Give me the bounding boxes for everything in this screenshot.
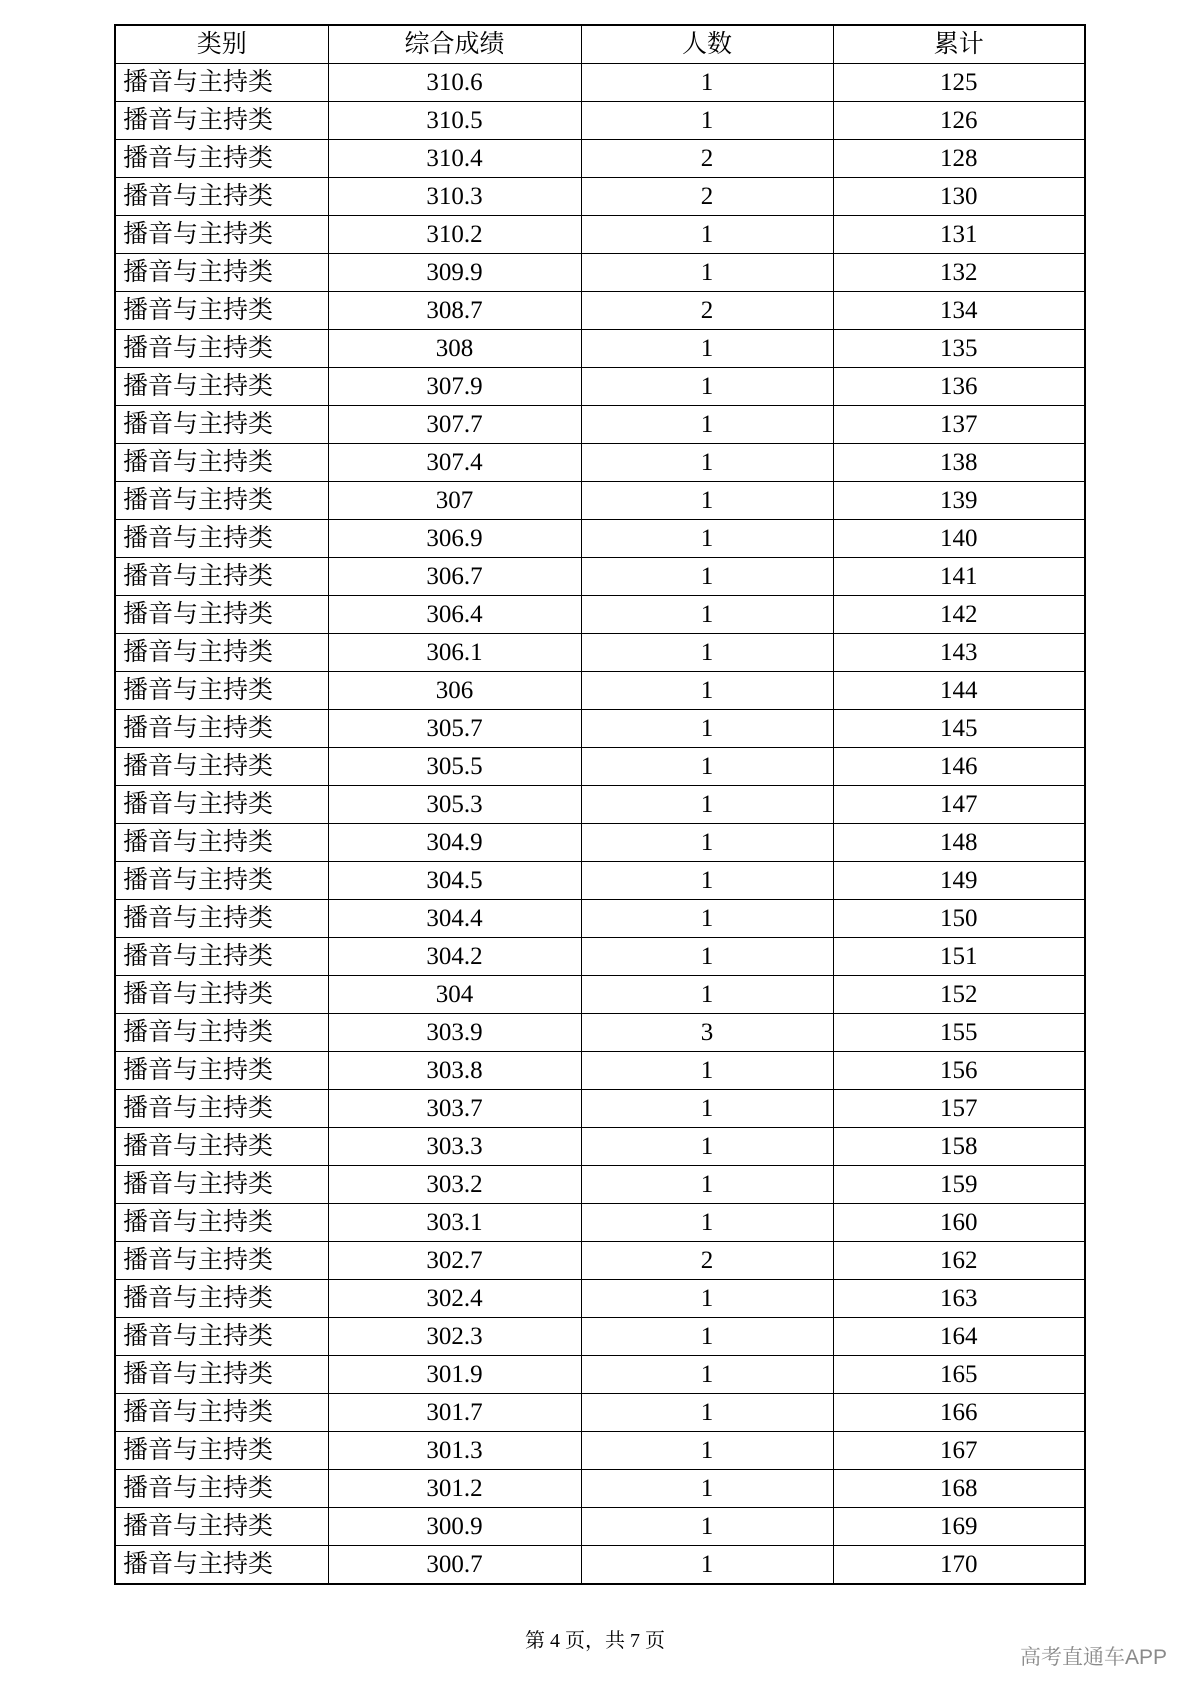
header-category: 类别	[115, 25, 328, 64]
cell-count: 2	[581, 140, 833, 178]
cell-category: 播音与主持类	[115, 938, 328, 976]
cell-score: 310.6	[328, 64, 581, 102]
cell-count: 1	[581, 368, 833, 406]
cell-category: 播音与主持类	[115, 1432, 328, 1470]
cell-count: 1	[581, 1356, 833, 1394]
table-row	[115, 824, 1085, 862]
table-row	[115, 406, 1085, 444]
header-count: 人数	[581, 25, 833, 64]
table-row	[115, 368, 1085, 406]
cell-score: 306.4	[328, 596, 581, 634]
table-row	[115, 1052, 1085, 1090]
cell-cumulative: 162	[833, 1242, 1085, 1280]
cell-count: 1	[581, 558, 833, 596]
cell-cumulative: 142	[833, 596, 1085, 634]
cell-cumulative: 141	[833, 558, 1085, 596]
cell-score: 306.9	[328, 520, 581, 558]
cell-score: 301.3	[328, 1432, 581, 1470]
cell-score: 303.7	[328, 1090, 581, 1128]
cell-score: 301.9	[328, 1356, 581, 1394]
cell-cumulative: 137	[833, 406, 1085, 444]
cell-count: 2	[581, 1242, 833, 1280]
cell-score: 307	[328, 482, 581, 520]
cell-category: 播音与主持类	[115, 1052, 328, 1090]
cell-category: 播音与主持类	[115, 330, 328, 368]
cell-score: 301.7	[328, 1394, 581, 1432]
table-row	[115, 178, 1085, 216]
table-row	[115, 64, 1085, 102]
cell-category: 播音与主持类	[115, 444, 328, 482]
cell-count: 1	[581, 748, 833, 786]
cell-cumulative: 144	[833, 672, 1085, 710]
cell-count: 1	[581, 102, 833, 140]
cell-score: 304.5	[328, 862, 581, 900]
cell-cumulative: 131	[833, 216, 1085, 254]
table-row	[115, 1470, 1085, 1508]
table-row	[115, 1318, 1085, 1356]
cell-cumulative: 149	[833, 862, 1085, 900]
cell-count: 1	[581, 786, 833, 824]
cell-cumulative: 157	[833, 1090, 1085, 1128]
cell-cumulative: 136	[833, 368, 1085, 406]
cell-cumulative: 160	[833, 1204, 1085, 1242]
table-row	[115, 330, 1085, 368]
cell-score: 305.5	[328, 748, 581, 786]
cell-category: 播音与主持类	[115, 1356, 328, 1394]
cell-count: 1	[581, 938, 833, 976]
cell-category: 播音与主持类	[115, 1546, 328, 1585]
cell-count: 1	[581, 254, 833, 292]
cell-cumulative: 126	[833, 102, 1085, 140]
cell-category: 播音与主持类	[115, 292, 328, 330]
cell-score: 303.9	[328, 1014, 581, 1052]
cell-cumulative: 132	[833, 254, 1085, 292]
table-row	[115, 216, 1085, 254]
cell-count: 1	[581, 482, 833, 520]
table-body	[115, 64, 1085, 1585]
cell-score: 307.4	[328, 444, 581, 482]
cell-count: 1	[581, 1204, 833, 1242]
watermark: 高考直通车APP	[1020, 1646, 1168, 1669]
cell-score: 310.3	[328, 178, 581, 216]
cell-category: 播音与主持类	[115, 368, 328, 406]
cell-count: 1	[581, 672, 833, 710]
cell-score: 308.7	[328, 292, 581, 330]
cell-cumulative: 156	[833, 1052, 1085, 1090]
cell-category: 播音与主持类	[115, 216, 328, 254]
cell-category: 播音与主持类	[115, 748, 328, 786]
table-row	[115, 444, 1085, 482]
cell-score: 305.7	[328, 710, 581, 748]
table-row	[115, 862, 1085, 900]
table-row	[115, 596, 1085, 634]
cell-cumulative: 151	[833, 938, 1085, 976]
cell-score: 307.9	[328, 368, 581, 406]
cell-cumulative: 139	[833, 482, 1085, 520]
table-row	[115, 938, 1085, 976]
cell-category: 播音与主持类	[115, 482, 328, 520]
cell-category: 播音与主持类	[115, 976, 328, 1014]
cell-count: 1	[581, 1128, 833, 1166]
table-header-row	[115, 25, 1085, 64]
cell-cumulative: 146	[833, 748, 1085, 786]
cell-cumulative: 143	[833, 634, 1085, 672]
cell-score: 300.9	[328, 1508, 581, 1546]
cell-category: 播音与主持类	[115, 1014, 328, 1052]
cell-cumulative: 155	[833, 1014, 1085, 1052]
cell-category: 播音与主持类	[115, 786, 328, 824]
cell-count: 2	[581, 178, 833, 216]
cell-cumulative: 166	[833, 1394, 1085, 1432]
page-number: 第 4 页，共 7 页	[525, 1630, 665, 1652]
cell-count: 1	[581, 520, 833, 558]
cell-count: 1	[581, 710, 833, 748]
cell-count: 1	[581, 1166, 833, 1204]
cell-category: 播音与主持类	[115, 1508, 328, 1546]
cell-score: 309.9	[328, 254, 581, 292]
cell-category: 播音与主持类	[115, 634, 328, 672]
cell-count: 1	[581, 406, 833, 444]
cell-score: 304.2	[328, 938, 581, 976]
cell-count: 1	[581, 862, 833, 900]
table-row	[115, 1546, 1085, 1585]
cell-score: 303.1	[328, 1204, 581, 1242]
cell-cumulative: 134	[833, 292, 1085, 330]
cell-cumulative: 138	[833, 444, 1085, 482]
table-row	[115, 1356, 1085, 1394]
cell-cumulative: 128	[833, 140, 1085, 178]
cell-count: 1	[581, 1280, 833, 1318]
cell-cumulative: 152	[833, 976, 1085, 1014]
cell-category: 播音与主持类	[115, 672, 328, 710]
cell-category: 播音与主持类	[115, 1166, 328, 1204]
cell-count: 1	[581, 1394, 833, 1432]
cell-count: 1	[581, 1470, 833, 1508]
table-row	[115, 1280, 1085, 1318]
cell-cumulative: 150	[833, 900, 1085, 938]
cell-count: 1	[581, 1052, 833, 1090]
cell-cumulative: 159	[833, 1166, 1085, 1204]
cell-count: 1	[581, 216, 833, 254]
cell-category: 播音与主持类	[115, 520, 328, 558]
cell-category: 播音与主持类	[115, 1242, 328, 1280]
cell-cumulative: 164	[833, 1318, 1085, 1356]
cell-count: 1	[581, 1432, 833, 1470]
cell-cumulative: 148	[833, 824, 1085, 862]
table-row	[115, 1204, 1085, 1242]
cell-score: 308	[328, 330, 581, 368]
cell-category: 播音与主持类	[115, 862, 328, 900]
table-row	[115, 558, 1085, 596]
cell-count: 1	[581, 900, 833, 938]
cell-category: 播音与主持类	[115, 64, 328, 102]
cell-cumulative: 135	[833, 330, 1085, 368]
cell-score: 302.7	[328, 1242, 581, 1280]
cell-score: 303.8	[328, 1052, 581, 1090]
cell-score: 304.9	[328, 824, 581, 862]
cell-count: 3	[581, 1014, 833, 1052]
cell-cumulative: 167	[833, 1432, 1085, 1470]
score-table	[114, 24, 1086, 1585]
cell-cumulative: 147	[833, 786, 1085, 824]
header-cumulative: 累计	[833, 25, 1085, 64]
cell-score: 303.3	[328, 1128, 581, 1166]
table-row	[115, 292, 1085, 330]
cell-score: 302.3	[328, 1318, 581, 1356]
cell-count: 1	[581, 634, 833, 672]
cell-cumulative: 140	[833, 520, 1085, 558]
cell-category: 播音与主持类	[115, 178, 328, 216]
cell-score: 307.7	[328, 406, 581, 444]
cell-score: 310.2	[328, 216, 581, 254]
table-row	[115, 1508, 1085, 1546]
table-row	[115, 748, 1085, 786]
cell-count: 2	[581, 292, 833, 330]
cell-category: 播音与主持类	[115, 558, 328, 596]
cell-category: 播音与主持类	[115, 1318, 328, 1356]
table-row	[115, 672, 1085, 710]
cell-score: 303.2	[328, 1166, 581, 1204]
cell-count: 1	[581, 64, 833, 102]
cell-cumulative: 163	[833, 1280, 1085, 1318]
table-row	[115, 254, 1085, 292]
cell-score: 306.1	[328, 634, 581, 672]
cell-category: 播音与主持类	[115, 1204, 328, 1242]
cell-category: 播音与主持类	[115, 1090, 328, 1128]
cell-count: 1	[581, 976, 833, 1014]
cell-category: 播音与主持类	[115, 596, 328, 634]
table-row	[115, 1166, 1085, 1204]
cell-category: 播音与主持类	[115, 900, 328, 938]
table-row	[115, 140, 1085, 178]
cell-category: 播音与主持类	[115, 406, 328, 444]
table-row	[115, 1242, 1085, 1280]
cell-count: 1	[581, 1546, 833, 1585]
cell-cumulative: 168	[833, 1470, 1085, 1508]
table-row	[115, 1128, 1085, 1166]
cell-cumulative: 169	[833, 1508, 1085, 1546]
cell-category: 播音与主持类	[115, 710, 328, 748]
table-row	[115, 520, 1085, 558]
cell-count: 1	[581, 1508, 833, 1546]
cell-score: 305.3	[328, 786, 581, 824]
table-row	[115, 786, 1085, 824]
cell-count: 1	[581, 1090, 833, 1128]
table-row	[115, 1394, 1085, 1432]
cell-category: 播音与主持类	[115, 254, 328, 292]
cell-score: 300.7	[328, 1546, 581, 1585]
cell-count: 1	[581, 444, 833, 482]
cell-cumulative: 158	[833, 1128, 1085, 1166]
cell-cumulative: 125	[833, 64, 1085, 102]
table-row	[115, 900, 1085, 938]
cell-score: 304.4	[328, 900, 581, 938]
cell-score: 304	[328, 976, 581, 1014]
cell-score: 306	[328, 672, 581, 710]
table-row	[115, 710, 1085, 748]
cell-category: 播音与主持类	[115, 1128, 328, 1166]
table-row	[115, 102, 1085, 140]
cell-score: 310.4	[328, 140, 581, 178]
cell-score: 302.4	[328, 1280, 581, 1318]
table-row	[115, 482, 1085, 520]
cell-category: 播音与主持类	[115, 102, 328, 140]
cell-category: 播音与主持类	[115, 1470, 328, 1508]
table-row	[115, 634, 1085, 672]
cell-category: 播音与主持类	[115, 140, 328, 178]
table-row	[115, 1432, 1085, 1470]
cell-count: 1	[581, 596, 833, 634]
cell-cumulative: 170	[833, 1546, 1085, 1585]
table-row	[115, 976, 1085, 1014]
cell-count: 1	[581, 330, 833, 368]
cell-count: 1	[581, 824, 833, 862]
cell-score: 306.7	[328, 558, 581, 596]
cell-category: 播音与主持类	[115, 1394, 328, 1432]
cell-score: 301.2	[328, 1470, 581, 1508]
cell-cumulative: 145	[833, 710, 1085, 748]
cell-count: 1	[581, 1318, 833, 1356]
cell-category: 播音与主持类	[115, 1280, 328, 1318]
table-row	[115, 1090, 1085, 1128]
header-score: 综合成绩	[328, 25, 581, 64]
cell-cumulative: 165	[833, 1356, 1085, 1394]
table-row	[115, 1014, 1085, 1052]
cell-cumulative: 130	[833, 178, 1085, 216]
cell-score: 310.5	[328, 102, 581, 140]
cell-category: 播音与主持类	[115, 824, 328, 862]
